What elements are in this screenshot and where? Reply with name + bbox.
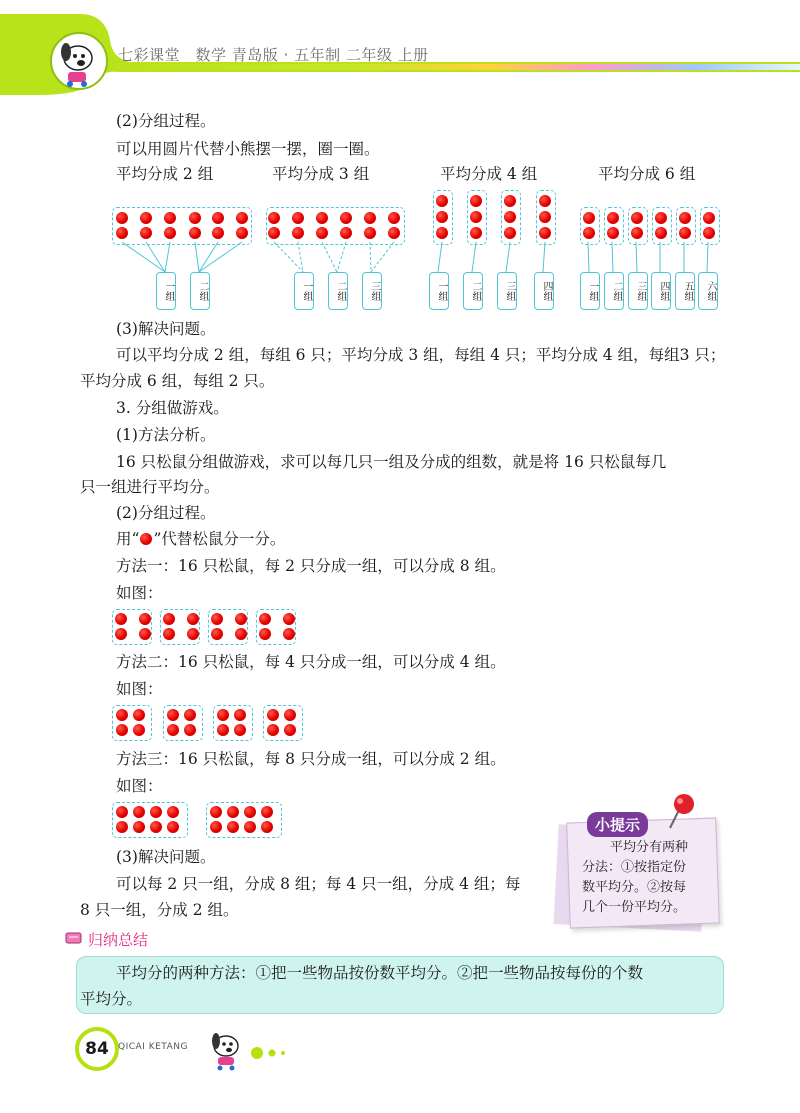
- counter-dot: [436, 195, 448, 207]
- counter-dot: [436, 227, 448, 239]
- subheading-solve: (3)解决问题。: [116, 320, 216, 338]
- group-label: 一组: [580, 272, 600, 310]
- caption-6-groups: 平均分成 6 组: [598, 165, 696, 183]
- counter-dot: [116, 821, 128, 833]
- counter-dot: [679, 227, 691, 239]
- counter-dot: [167, 806, 179, 818]
- group-label: 四组: [651, 272, 671, 310]
- subheading-grouping-2: (2)分组过程。: [116, 504, 216, 522]
- counter-dot: [631, 212, 643, 224]
- counter-dot: [261, 806, 273, 818]
- header-title: 七彩课堂 数学 青岛版 · 五年制 二年级 上册: [118, 46, 429, 64]
- counter-dot: [163, 613, 175, 625]
- caption-3-groups: 平均分成 3 组: [272, 165, 370, 183]
- counter-dot: [436, 211, 448, 223]
- counter-dot: [703, 227, 715, 239]
- group-box: [266, 207, 405, 245]
- counter-dot: [189, 227, 201, 239]
- counter-dot: [167, 709, 179, 721]
- footer-dots-icon: [250, 1046, 300, 1060]
- counter-dot: [364, 227, 376, 239]
- counter-dot: [388, 212, 400, 224]
- group-label: 六组: [698, 272, 718, 310]
- counter-dot: [187, 613, 199, 625]
- counter-dot: [504, 211, 516, 223]
- counter-dot: [470, 211, 482, 223]
- summary-tag-icon: [64, 930, 84, 946]
- counter-dot: [607, 227, 619, 239]
- counter-dot: [284, 724, 296, 736]
- counter-dot: [703, 212, 715, 224]
- subheading-grouping: (2)分组过程。: [116, 112, 216, 130]
- counter-dot: [244, 806, 256, 818]
- counter-dot: [133, 806, 145, 818]
- counter-dot: [227, 821, 239, 833]
- counter-dot: [292, 212, 304, 224]
- figure-label-2: 如图：: [116, 680, 163, 698]
- counter-dot: [388, 227, 400, 239]
- summary-line-1: 平均分的两种方法：①把一些物品按份数平均分。②把一些物品按每份的个数: [116, 964, 644, 982]
- counter-dot: [679, 212, 691, 224]
- counter-dot: [115, 628, 127, 640]
- counter-dot: [212, 212, 224, 224]
- analysis-line-2: 只一组进行平均分。: [80, 478, 220, 496]
- tip-line: 几个一份平均分。: [582, 900, 687, 915]
- solve-line-1: 可以平均分成 2 组，每组 6 只；平均分成 3 组，每组 4 只；平均分成 4 组，每组3 只；: [116, 346, 726, 364]
- counter-dot: [316, 212, 328, 224]
- counter-dot: [115, 613, 127, 625]
- counter-dot: [607, 212, 619, 224]
- counter-dot: [184, 724, 196, 736]
- counter-dot: [470, 227, 482, 239]
- counter-dot: [184, 709, 196, 721]
- counter-dot: [163, 628, 175, 640]
- group-label: 二组: [604, 272, 624, 310]
- counter-dot: [210, 806, 222, 818]
- counter-dot: [340, 227, 352, 239]
- subheading-solve-2: (3)解决问题。: [116, 848, 216, 866]
- counter-dot: [583, 227, 595, 239]
- counter-dot: [316, 227, 328, 239]
- method-2: 方法二：16 只松鼠，每 4 只分成一组，可以分成 4 组。: [116, 653, 506, 671]
- caption-2-groups: 平均分成 2 组: [116, 165, 214, 183]
- counter-dot: [504, 195, 516, 207]
- counter-dot: [189, 212, 201, 224]
- tip-line: 数平均分。②按每: [582, 880, 687, 895]
- counter-dot: [259, 628, 271, 640]
- counter-dot: [150, 806, 162, 818]
- counter-dot: [539, 211, 551, 223]
- counter-dot: [235, 613, 247, 625]
- counter-dot: [268, 227, 280, 239]
- counter-dot: [116, 724, 128, 736]
- group-label: 四组: [534, 272, 554, 310]
- counter-dot: [244, 821, 256, 833]
- tip-line: 平均分有两种: [610, 840, 689, 855]
- counter-dot: [364, 212, 376, 224]
- footer-brand: QICAI KETANG: [118, 1042, 188, 1052]
- figure-label-3: 如图：: [116, 777, 163, 795]
- counter-dot: [139, 628, 151, 640]
- counter-dot: [164, 212, 176, 224]
- counter-dot: [539, 195, 551, 207]
- group-label: 三组: [628, 272, 648, 310]
- counter-dot: [234, 724, 246, 736]
- counter-dot: [210, 821, 222, 833]
- dot-icon: [140, 533, 152, 545]
- solve-line-2: 平均分成 6 组，每组 2 只。: [80, 372, 275, 390]
- counter-dot: [340, 212, 352, 224]
- group-label: 二组: [328, 272, 348, 310]
- counter-dot: [470, 195, 482, 207]
- counter-dot: [261, 821, 273, 833]
- counter-dot: [292, 227, 304, 239]
- analysis-line-1: 16 只松鼠分组做游戏，求可以每几只一组及分成的组数，就是将 16 只松鼠每几: [116, 453, 667, 471]
- use-suffix: ”代替松鼠分一分。: [153, 530, 286, 548]
- counter-dot: [133, 724, 145, 736]
- counter-dot: [140, 227, 152, 239]
- counter-dot: [211, 628, 223, 640]
- page-number: 84: [75, 1027, 119, 1071]
- counter-dot: [164, 227, 176, 239]
- caption-4-groups: 平均分成 4 组: [440, 165, 538, 183]
- counter-dot: [504, 227, 516, 239]
- counter-dot: [539, 227, 551, 239]
- counter-dot: [284, 709, 296, 721]
- counter-dot: [116, 212, 128, 224]
- group-label: 三组: [497, 272, 517, 310]
- footer-mascot-icon: [206, 1030, 246, 1072]
- counter-dot: [133, 821, 145, 833]
- counter-dot: [259, 613, 271, 625]
- counter-dot: [236, 212, 248, 224]
- pushpin-icon: [664, 792, 698, 832]
- answer-line-2: 8 只一组，分成 2 组。: [80, 901, 239, 919]
- section-heading-game: 3. 分组做游戏。: [116, 399, 229, 417]
- group-label: 五组: [675, 272, 695, 310]
- counter-dot: [167, 821, 179, 833]
- counter-dot: [217, 709, 229, 721]
- group-label: 三组: [362, 272, 382, 310]
- counter-dot: [268, 212, 280, 224]
- counter-dot: [212, 227, 224, 239]
- subheading-analysis: (1)方法分析。: [116, 426, 216, 444]
- group-label: 二组: [190, 272, 210, 310]
- tip-line: 分法：①按指定份: [582, 860, 687, 875]
- use-dot-text: [116, 528, 285, 550]
- counter-dot: [631, 227, 643, 239]
- counter-dot: [116, 709, 128, 721]
- group-box: [112, 207, 252, 245]
- use-prefix: 用“: [116, 530, 140, 548]
- answer-line-1: 可以每 2 只一组，分成 8 组；每 4 只一组，分成 4 组；每: [116, 875, 521, 893]
- counter-dot: [133, 709, 145, 721]
- counter-dot: [140, 212, 152, 224]
- summary-tag: 归纳总结: [88, 931, 149, 949]
- intro-text: 可以用圆片代替小熊摆一摆，圈一圈。: [116, 140, 380, 158]
- counter-dot: [236, 227, 248, 239]
- counter-dot: [583, 212, 595, 224]
- group-label: 一组: [429, 272, 449, 310]
- method-3: 方法三：16 只松鼠，每 8 只分成一组，可以分成 2 组。: [116, 750, 506, 768]
- figure-label-1: 如图：: [116, 584, 163, 602]
- counter-dot: [655, 227, 667, 239]
- tip-text: [582, 838, 712, 918]
- counter-dot: [655, 212, 667, 224]
- counter-dot: [187, 628, 199, 640]
- counter-dot: [267, 724, 279, 736]
- counter-dot: [116, 227, 128, 239]
- counter-dot: [283, 628, 295, 640]
- counter-dot: [283, 613, 295, 625]
- counter-dot: [267, 709, 279, 721]
- group-label: 二组: [463, 272, 483, 310]
- counter-dot: [211, 613, 223, 625]
- counter-dot: [139, 613, 151, 625]
- counter-dot: [227, 806, 239, 818]
- counter-dot: [116, 806, 128, 818]
- group-label: 一组: [156, 272, 176, 310]
- group-label: 一组: [294, 272, 314, 310]
- counter-dot: [217, 724, 229, 736]
- counter-dot: [234, 709, 246, 721]
- method-1: 方法一：16 只松鼠，每 2 只分成一组，可以分成 8 组。: [116, 557, 506, 575]
- counter-dot: [167, 724, 179, 736]
- summary-line-2: 平均分。: [80, 990, 143, 1008]
- counter-dot: [150, 821, 162, 833]
- tip-title: 小提示: [587, 812, 648, 837]
- counter-dot: [235, 628, 247, 640]
